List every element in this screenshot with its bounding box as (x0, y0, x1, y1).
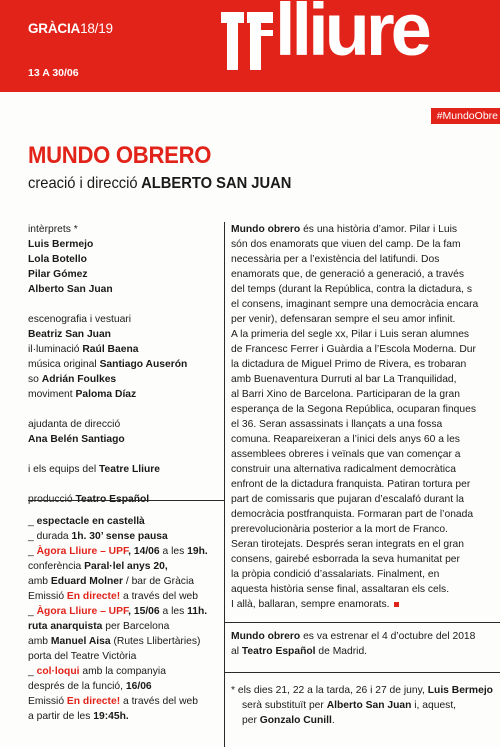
synopsis-line: consens, gairebé esborrada la seva humanitat per (231, 554, 460, 565)
synopsis-line: part de comissaris que pujaran d’escalafó durant la (231, 494, 464, 505)
info-line: porta del Teatre Victòria (28, 651, 137, 662)
duration-label: durada (36, 531, 69, 542)
venue-name: GRÀCIA (28, 21, 81, 36)
live-link[interactable]: En directe! (66, 591, 121, 602)
cast-footnote (231, 683, 500, 728)
synopsis-line: la dictadura de Miguel Primo de Rivera, es trobaran (231, 359, 467, 370)
lliure-wordmark: lliure (275, 0, 428, 71)
event-type: conferència (28, 561, 85, 572)
event-date: 16/06 (125, 681, 152, 692)
header-band (0, 0, 500, 92)
event-time: 19:45h. (93, 711, 129, 722)
lliure-logo (221, 0, 461, 82)
info-line: _ Àgora Lliure – UPF, 14/06 a les 19h. (28, 546, 208, 557)
info-line (28, 589, 224, 604)
event-guest: Manuel Aisa (50, 636, 111, 647)
synopsis-line: A la primeria del segle xx, Pilar i Luis seran alumnes (231, 329, 470, 340)
credit-label: escenografia i vestuari (28, 314, 132, 325)
event-connector: a les (159, 606, 188, 617)
synopsis-line: Seran tirotejats. Després seran integrats en el gran (231, 539, 464, 550)
synopsis-line: al Barri Xino de Barcelona. Participaran de la gran (231, 389, 460, 400)
event-org: (Rutes Llibertàries) (110, 636, 201, 647)
synopsis-line: el 36. Seran assassinats i llançats a una fossa (231, 419, 443, 430)
event-guest: Eduard Molner (50, 576, 123, 587)
language-note: espectacle en castellà (36, 516, 145, 527)
synopsis-line: són dos enamorats que viuen del camp. De la fam (231, 239, 461, 250)
info-line: _ espectacle en castellà (28, 516, 145, 527)
credit-name: Adrián Foulkes (41, 374, 117, 385)
cast-member: Luis Bermejo (28, 239, 94, 250)
cast-member: Pilar Gómez (28, 269, 88, 280)
divider (28, 500, 224, 501)
synopsis-line: del temps (durant la República, contra la dictadura, s (231, 284, 472, 295)
synopsis-line: de Francesc Ferrer i Guàrdia a l’Escola Moderna. Dur (231, 344, 476, 355)
info-line (28, 694, 224, 709)
info-line: _ col·loqui amb la companyia (28, 666, 166, 677)
event-venue: / bar de Gràcia (123, 576, 194, 587)
lliure-logo-mark (221, 12, 273, 70)
actor-name: Alberto San Juan (326, 700, 412, 711)
agora-link[interactable]: Àgora Lliure – UPF (36, 546, 129, 557)
footnote-text: i, aquest, (411, 700, 457, 711)
synopsis-line (231, 597, 500, 612)
credit-label: música original (28, 359, 97, 370)
footnote-line (231, 683, 500, 698)
event-date: , 15/06 (128, 606, 160, 617)
info-line (28, 634, 224, 649)
season-label (28, 21, 113, 36)
event-connector: amb (28, 576, 51, 587)
actor-name: Gonzalo Cunill (259, 715, 332, 726)
footnote-text: . (331, 715, 335, 726)
live-link[interactable]: En directe! (66, 696, 121, 707)
info-line: _ durada 1h. 30’ sense pausa (28, 531, 168, 542)
footnote-text: serà substituït per (242, 700, 327, 711)
credit-name: Beatriz San Juan (28, 329, 111, 340)
credit-label: il·luminació (28, 344, 80, 355)
duration-value: 1h. 30’ sense pausa (71, 531, 168, 542)
actor-name: Luis Bermejo (427, 685, 493, 696)
synopsis-line: democràcia postfranquista. Formaran part de l’onada (231, 509, 474, 520)
event-note: amb la companyia (79, 666, 166, 677)
column-divider (224, 222, 225, 747)
premiere-text: al (231, 646, 242, 657)
divider (225, 622, 500, 623)
credits-block (28, 222, 214, 507)
synopsis-line: esperança de la Segona República, ocuparan finques (231, 404, 477, 415)
synopsis-line: amb Buenaventura Durruti al bar La Tranquilidad, (231, 374, 457, 385)
synopsis-line: necessària per a l’existència del latifundi. Dos (231, 254, 440, 265)
info-line (28, 559, 224, 574)
premiere-line (231, 629, 496, 644)
show-subtitle (28, 175, 291, 193)
credit-line (28, 357, 214, 372)
broadcast-note: a través del web (120, 696, 198, 707)
cast-label: intèrprets * (28, 224, 78, 235)
footnote-line (231, 713, 500, 728)
subtitle-lead: creació i direcció (28, 175, 138, 192)
synopsis-line (231, 222, 500, 237)
footnote-text: per (242, 715, 260, 726)
premiere-venue: Teatro Español (241, 646, 316, 657)
footnote-text: * els dies 21, 22 a la tarda, 26 i 27 de juny, (231, 685, 428, 696)
info-line (28, 574, 224, 589)
synopsis-line: assemblees obreres i veïnals que van començar a (231, 449, 461, 460)
credit-line (28, 342, 214, 357)
event-connector: amb (28, 636, 51, 647)
event-time: 11h. (187, 606, 208, 617)
event-note: després de la funció, (28, 681, 126, 692)
event-connector: a les (159, 546, 188, 557)
broadcast-label: Emissió (28, 696, 67, 707)
agora-link[interactable]: Àgora Lliure – UPF (36, 606, 129, 617)
cast-member: Lola Botello (28, 254, 87, 265)
credit-line (28, 387, 214, 402)
premiere-text: de Madrid. (315, 646, 368, 657)
credit-name: Santiago Auserón (99, 359, 188, 370)
footnote-line (231, 698, 500, 713)
synopsis-line: la pròpia condició d’assalariats. Finalment, en (231, 569, 440, 580)
season-years: 18/19 (80, 21, 113, 36)
synopsis-line: enamorats que, de generació a generació, a través (231, 269, 464, 280)
synopsis-line: enfront de la dictadura franquista. Patiran tortura per (231, 479, 471, 490)
hashtag-tag: #MundoObre (431, 108, 500, 124)
event-date: , 14/06 (128, 546, 160, 557)
credit-name: Paloma Díaz (75, 389, 137, 400)
divider (225, 672, 500, 673)
event-note: a partir de les (28, 711, 94, 722)
synopsis-title: Mundo obrero (231, 224, 301, 235)
show-title: MUNDO OBRERO (28, 142, 212, 169)
event-info (28, 514, 224, 724)
event-title: Paral·lel anys 20, (84, 561, 168, 572)
broadcast-label: Emissió (28, 591, 67, 602)
colloquium-link[interactable]: col·loqui (36, 666, 80, 677)
premiere-text: es va estrenar el 4 d’octubre del 2018 (300, 631, 476, 642)
synopsis-text: I allà, ballaran, sempre enamorats. (231, 599, 390, 610)
credit-name: Teatre Lliure (99, 464, 161, 475)
run-dates: 13 A 30/06 (28, 67, 79, 79)
synopsis (231, 222, 500, 612)
synopsis-line: prerevolucionària posterior a la mort de Franco. (231, 524, 448, 535)
info-line (28, 709, 224, 724)
info-line (28, 679, 224, 694)
info-line: _ Àgora Lliure – UPF, 15/06 a les 11h. (28, 606, 208, 617)
synopsis-text: és una història d’amor. Pilar i Luis (300, 224, 458, 235)
credit-line (28, 372, 214, 387)
credit-label: ajudanta de direcció (28, 419, 121, 430)
credit-label: so (28, 374, 39, 385)
synopsis-line: comuna. Reapareixeran a l’inici dels anys 60 a les (231, 434, 460, 445)
synopsis-line: per venir), defensaran sempre el seu amor infinit. (231, 314, 456, 325)
credit-name: Raúl Baena (82, 344, 139, 355)
synopsis-line: el consens, imaginant sempre una democràcia encara (231, 299, 479, 310)
synopsis-line: construir una alternativa radicalment democràtica (231, 464, 456, 475)
event-time: 19h. (187, 546, 208, 557)
event-title: ruta anarquista (28, 621, 103, 632)
premiere-line (231, 644, 496, 659)
show-name: Mundo obrero (231, 631, 301, 642)
credit-name: Ana Belén Santiago (28, 434, 125, 445)
synopsis-line: aquesta història sense final, assaltaran els cels. (231, 584, 450, 595)
premiere-note (231, 629, 496, 659)
end-square-icon (394, 602, 399, 607)
info-line (28, 619, 224, 634)
event-place: per Barcelona (102, 621, 170, 632)
director-name: ALBERTO SAN JUAN (141, 175, 292, 192)
cast-member: Alberto San Juan (28, 284, 113, 295)
credit-line (28, 462, 214, 477)
credit-label: i els equips del (28, 464, 97, 475)
credit-label: moviment (28, 389, 73, 400)
broadcast-note: a través del web (120, 591, 198, 602)
